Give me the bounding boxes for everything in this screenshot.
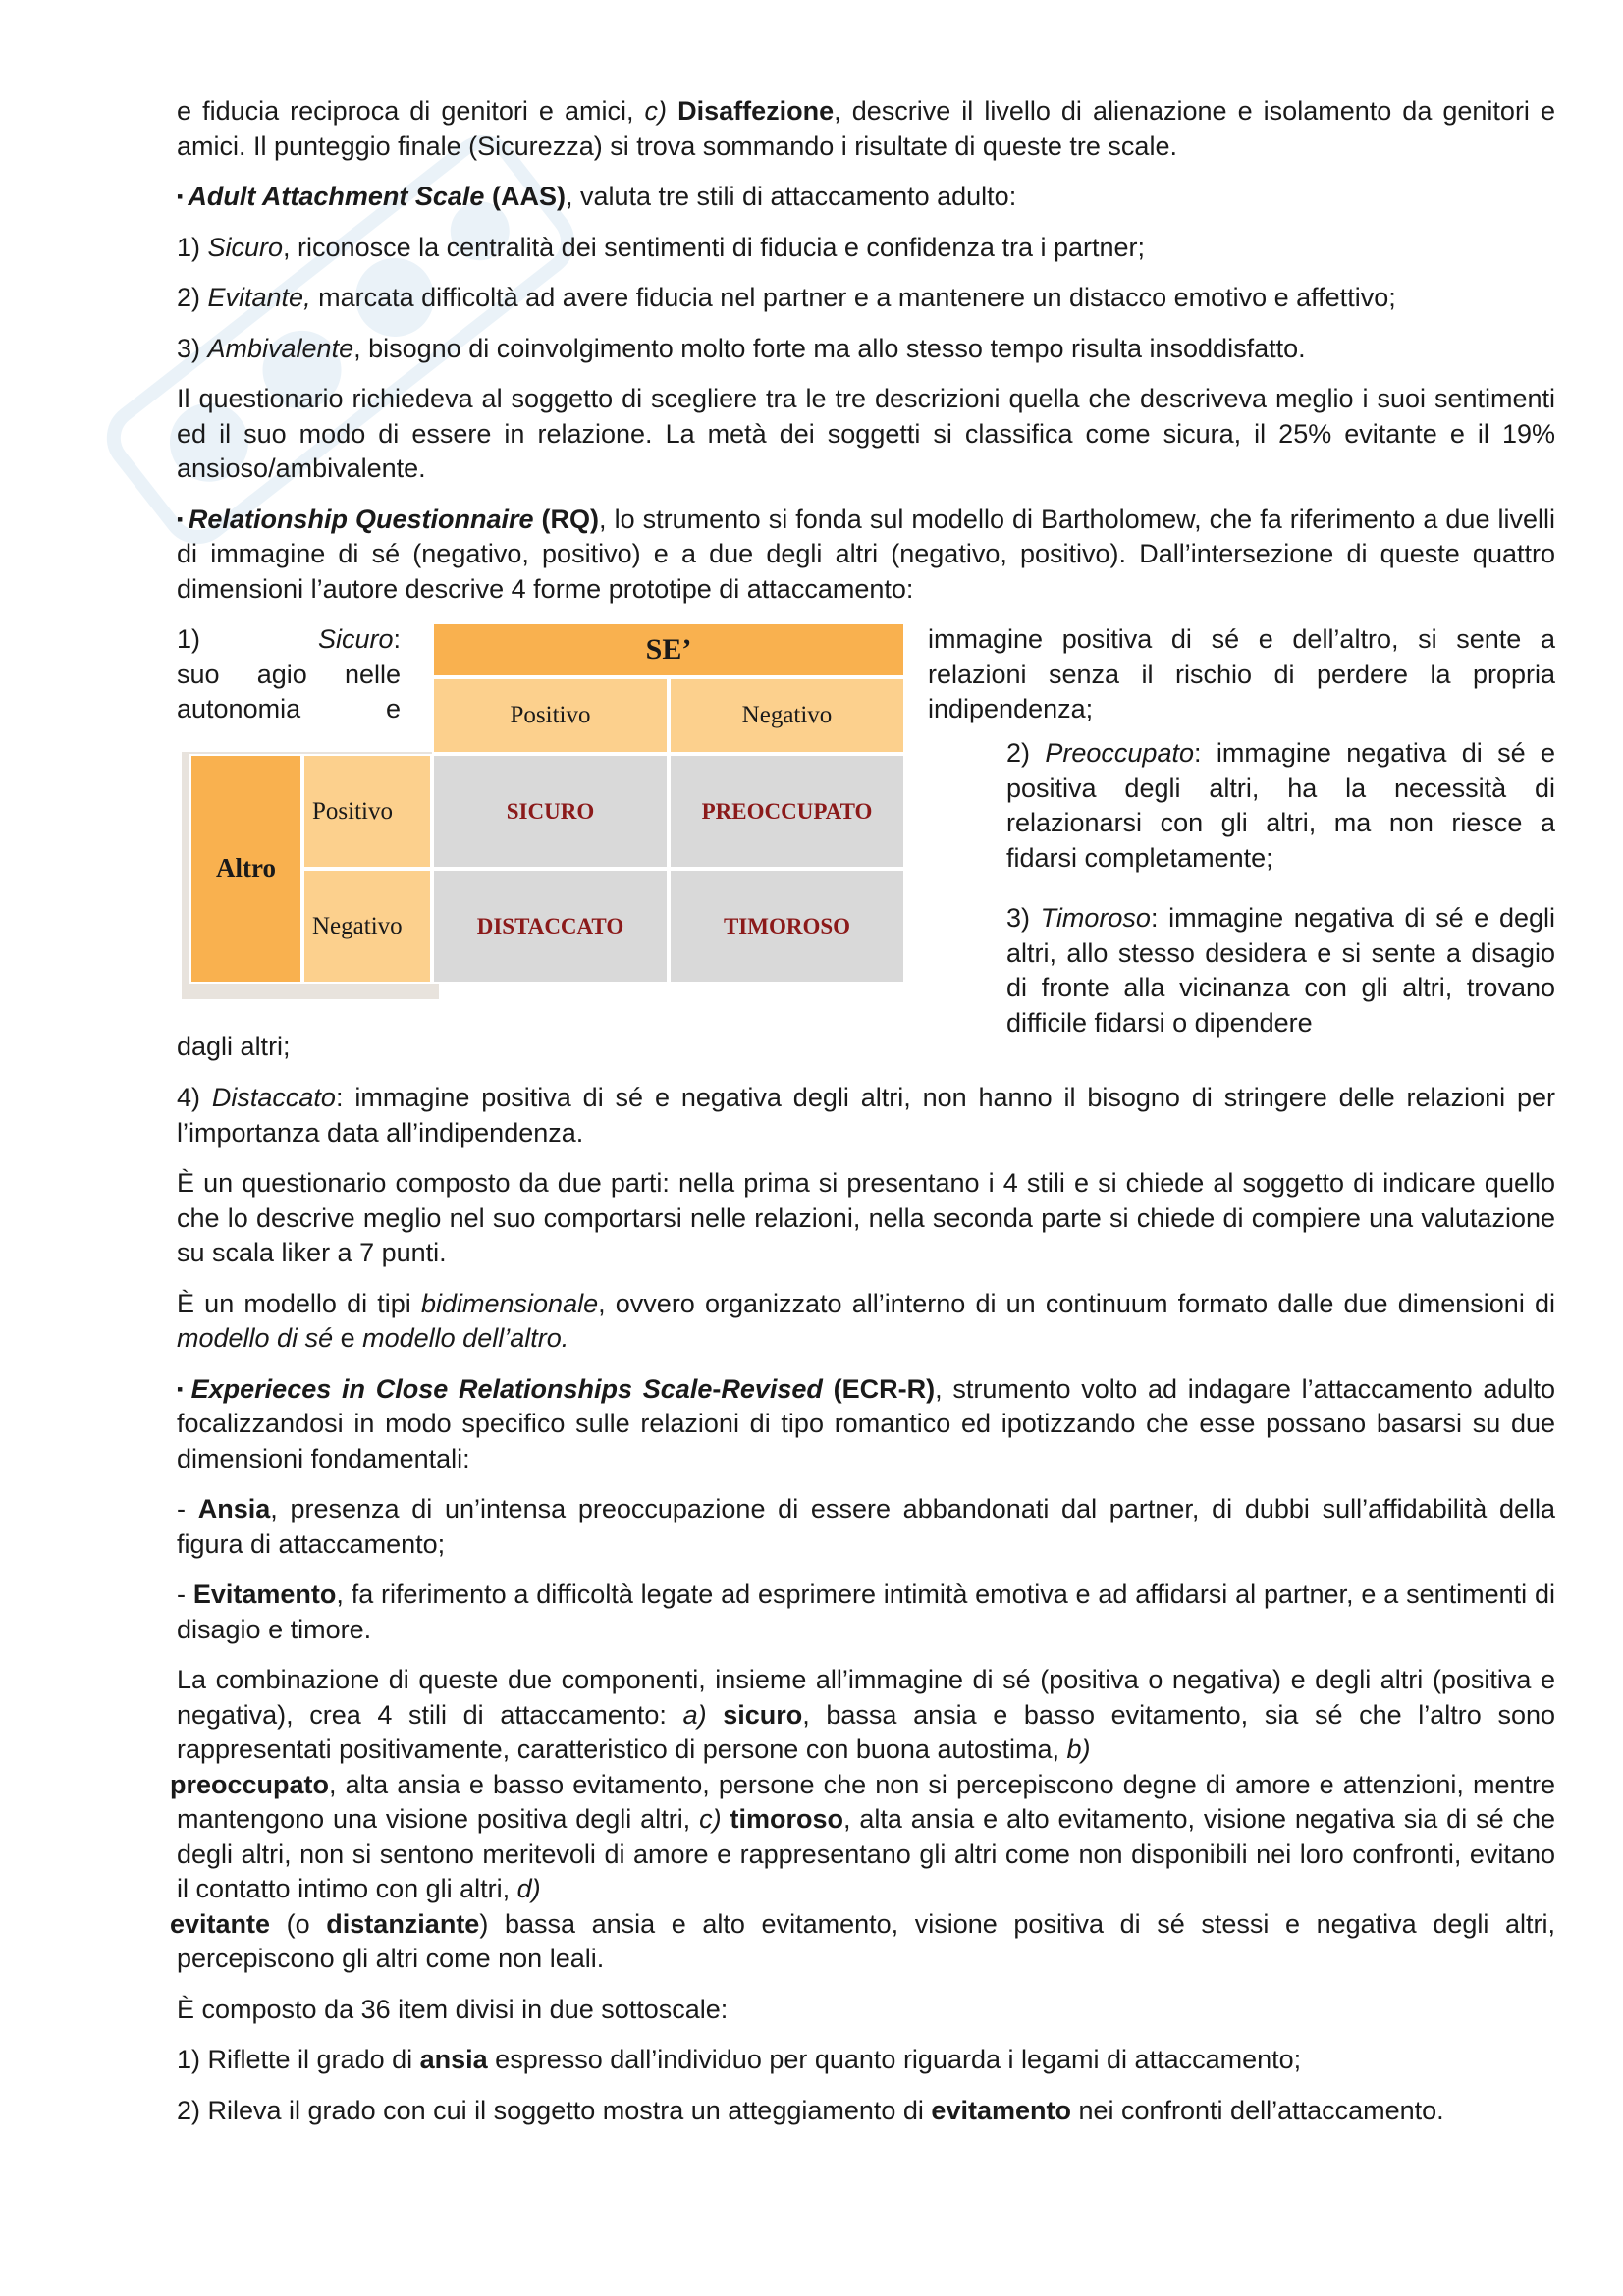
paragraph-modello: È un modello di tipi bidimensionale, ovvero organizzato all’interno di un continuum formato dalle due dimensioni di modello di sé e modello dell’altro. — [177, 1288, 1555, 1353]
paragraph-combinazione: La combinazione di queste due componenti, insieme all’immagine di sé (positiva o negativa) e degli altri (positiva e negativa), crea 4 stili di attaccamento: a) sicuro, bassa ansia e basso evitamento, sia sé che l’altro sono rappresentati positivamente, caratteristico di persone con buona autostima, b) preoccupato, alta ansia e basso evitamento, persone che non si percepiscono degne di amore e attenzioni, mentre mantengono una visione positiva degli altri, c) timoroso, alta ansia e alto evitamento, visione negativa sia di sé che degli altri, non si sentono meritevoli di amore e rappresentano gli altri come non disponibili nei loro confronti, evitano il contatto intimo con gli altri, d) evitante (o distanziante) bassa ansia e alto evitamento, visione positiva di sé stessi e negativa degli altri, percepiscono gli altri come non leali. — [170, 1665, 1556, 1973]
bullet-icon: ▪ — [177, 508, 184, 529]
row-header-positivo: Positivo — [302, 754, 432, 869]
paragraph-questionario: Il questionario richiedeva al soggetto di scegliere tra le tre descrizioni quella che descriveva meglio i suoi sentimenti ed il suo modo di essere in relazione. La metà dei soggetti si classifica come sicura, il 25% evitante e il 19% ansioso/ambivalente. — [177, 384, 1555, 483]
paragraph-due-parti: È un questionario composto da due parti: nella prima si presentano i 4 stili e si chiede al soggetto di indicare quello che lo descrive meglio nel suo comportarsi nelle relazioni, nella seconda parte si chiede di compiere una valutazione su scala liker a 7 punti. — [177, 1168, 1555, 1267]
row-header-negativo: Negativo — [302, 869, 432, 984]
row-header-altro: Altro — [189, 754, 302, 984]
attachment-matrix-figure — [182, 622, 904, 999]
col-header-negativo: Negativo — [669, 677, 905, 754]
rq-item-timoroso-cont: dagli altri; — [177, 1032, 291, 1061]
sicuro-left-line2: suo agio nelle — [177, 659, 401, 689]
document-page — [170, 94, 1556, 2144]
cell-preoccupato: PREOCCUPATO — [669, 754, 905, 869]
sicuro-left-line3: autonomia e — [177, 694, 401, 723]
aas-item-sicuro: 1) Sicuro, riconosce la centralità dei sentimenti di fiducia e confidenza tra i partner; — [177, 232, 1146, 262]
cell-sicuro: SICURO — [432, 754, 669, 869]
aas-item-evitante: 2) Evitante, marcata difficoltà ad avere fiducia nel partner e a mantenere un distacco emotivo e affettivo; — [177, 283, 1396, 312]
sicuro-right-line3: indipendenza; — [928, 694, 1094, 723]
paragraph-disaffezione: e fiducia reciproca di genitori e amici, c) Disaffezione, descrive il livello di alienazione e isolamento da genitori e amici. Il punteggio finale (Sicurezza) si trova sommando i risultate di queste tre scale. — [177, 96, 1555, 161]
subscale-item-ansia: 1) Riflette il grado di ansia espresso dall’individuo per quanto riguarda i legami di attaccamento; — [177, 2045, 1302, 2074]
subscale-item-evitamento: 2) Rileva il grado con cui il soggetto mostra un atteggiamento di evitamento nei confronti dell’attaccamento. — [177, 2095, 1444, 2125]
heading-rq: ▪ Relationship Questionnaire (RQ), lo strumento si fonda sul modello di Bartholomew, che fa riferimento a due livelli di immagine di sé (negativo, positivo) e a due degli altri (negativo, positivo). Dall’intersezione di queste quattro dimensioni l’autore descrive 4 forme prototipe di attaccamento: — [177, 504, 1555, 604]
bullet-icon: ▪ — [177, 187, 184, 206]
bullet-icon: ▪ — [177, 1378, 187, 1399]
rq-item-timoroso: 3) Timoroso: immagine negativa di sé e degli altri, allo stesso desidera e si sente a disagio di fronte alla vicinanza con gli altri, trovano difficile fidarsi o dipendere — [1006, 903, 1555, 1038]
ecr-dimension-evitamento: - Evitamento, fa riferimento a difficoltà legate ad esprimere intimità emotiva e ad affidarsi al partner, e a sentimenti di disagio e timore. — [177, 1579, 1555, 1644]
cell-distaccato: DISTACCATO — [432, 869, 669, 984]
sicuro-left-line1: 1) Sicuro: — [177, 624, 401, 654]
heading-aas: ▪ Adult Attachment Scale (AAS), valuta tre stili di attaccamento adulto: — [177, 182, 1017, 211]
rq-item-preoccupato: 2) Preoccupato: immagine negativa di sé e positiva degli altri, ha la necessità di relazionarsi con gli altri, ma non riesce a fidarsi completamente; — [1006, 738, 1555, 873]
cell-timoroso: TIMOROSO — [669, 869, 905, 984]
col-header-positivo: Positivo — [432, 677, 669, 754]
heading-ecr: ▪ Experieces in Close Relationships Scale-Revised (ECR-R), strumento volto ad indagare l’attaccamento adulto focalizzandosi in modo specifico sulle relazioni di tipo romantico ed ipotizzando che esse possano basarsi su due dimensioni fondamentali: — [177, 1373, 1555, 1473]
figure-block — [177, 622, 1555, 1065]
ecr-dimension-ansia: - Ansia, presenza di un’intensa preoccupazione di essere abbandonati dal partner, di dubbi sull’affidabilità della figura di attaccamento; — [177, 1494, 1555, 1559]
paragraph-36-item: È composto da 36 item divisi in due sottoscale: — [177, 1994, 729, 2024]
sicuro-right-line2: relazioni senza il rischio di perdere la propria — [928, 659, 1555, 689]
aas-item-ambivalente: 3) Ambivalente, bisogno di coinvolgimento molto forte ma allo stesso tempo risulta insoddisfatto. — [177, 333, 1306, 363]
sicuro-right-line1: immagine positiva di sé e dell’altro, si sente a — [928, 624, 1555, 654]
header-se: SE’ — [432, 622, 905, 677]
rq-item-distaccato: 4) Distaccato: immagine positiva di sé e negativa degli altri, non hanno il bisogno di stringere delle relazioni per l’importanza data all’indipendenza. — [177, 1083, 1555, 1148]
